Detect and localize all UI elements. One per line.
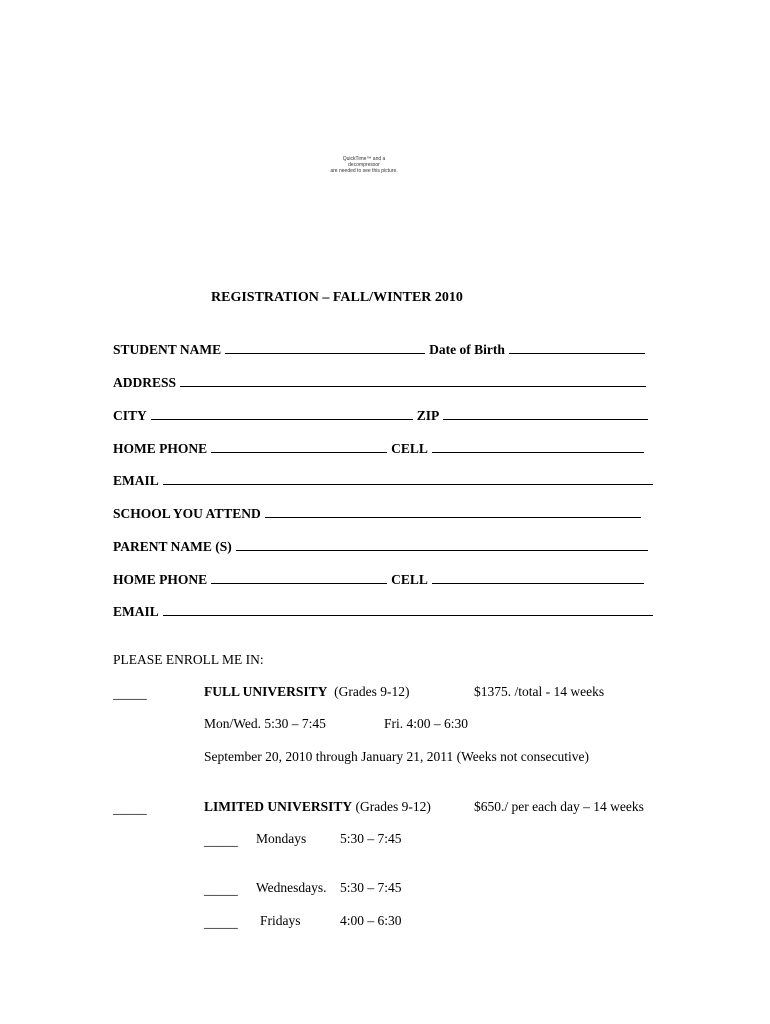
enroll-heading: PLEASE ENROLL ME IN: [113, 652, 264, 667]
limited-university-name: LIMITED UNIVERSITY [204, 799, 353, 814]
friday-checkbox[interactable]: _____ [204, 915, 238, 930]
date-of-birth-label: Date of Birth [429, 342, 505, 357]
parent-home-phone-blank[interactable] [211, 570, 387, 584]
parent-name-label: PARENT NAME (S) [113, 539, 232, 554]
zip-blank[interactable] [443, 406, 648, 420]
zip-label: ZIP [416, 408, 440, 423]
friday-time: 4:00 – 6:30 [340, 913, 402, 928]
email-row-2 [113, 602, 657, 621]
email-label: EMAIL [113, 473, 159, 488]
city-row [113, 406, 652, 425]
parent-email-blank[interactable] [163, 602, 653, 616]
school-blank[interactable] [265, 504, 641, 518]
cell-label: CELL [391, 441, 428, 456]
city-blank[interactable] [151, 406, 413, 420]
address-row [113, 373, 650, 392]
parent-name-row [113, 537, 652, 556]
city-label: CITY [113, 408, 147, 423]
quicktime-line-1: QuickTime™ and a [342, 156, 386, 162]
parent-name-blank[interactable] [236, 537, 648, 551]
full-university-checkbox[interactable]: _____ [113, 686, 147, 701]
student-name-blank[interactable] [225, 340, 425, 354]
full-university-price: $1375. /total - 14 weeks [474, 684, 605, 699]
monday-checkbox[interactable]: _____ [204, 833, 238, 848]
limited-university-price: $650./ per each day – 14 weeks [474, 799, 644, 814]
quicktime-placeholder [314, 156, 414, 174]
full-university-line [204, 684, 410, 700]
monday-label: Mondays [256, 831, 307, 846]
email-blank[interactable] [163, 471, 653, 485]
limited-university-line [204, 799, 431, 815]
parent-home-phone-label: HOME PHONE [113, 572, 208, 587]
monday-time: 5:30 – 7:45 [340, 831, 402, 846]
school-row [113, 504, 645, 523]
email-row-1 [113, 471, 657, 490]
student-name-row [113, 340, 649, 359]
limited-university-grades: (Grades 9-12) [355, 799, 431, 814]
home-phone-row-2 [113, 570, 648, 589]
full-university-name: FULL UNIVERSITY [204, 684, 328, 699]
home-phone-row-1 [113, 439, 648, 458]
parent-cell-blank[interactable] [432, 570, 644, 584]
wednesday-checkbox[interactable]: _____ [204, 882, 238, 897]
full-university-schedule-2: Fri. 4:00 – 6:30 [384, 716, 469, 731]
cell-blank[interactable] [432, 439, 644, 453]
page-title: REGISTRATION – FALL/WINTER 2010 [211, 290, 463, 305]
date-of-birth-blank[interactable] [509, 340, 645, 354]
friday-label: Fridays [260, 913, 301, 928]
home-phone-label: HOME PHONE [113, 441, 208, 456]
school-label: SCHOOL YOU ATTEND [113, 506, 261, 521]
parent-email-label: EMAIL [113, 604, 159, 619]
address-blank[interactable] [180, 373, 646, 387]
full-university-schedule-1: Mon/Wed. 5:30 – 7:45 [204, 716, 326, 731]
quicktime-line-2: decompressor [348, 162, 380, 168]
quicktime-line-3: are needed to see this picture. [330, 168, 398, 174]
student-name-label: STUDENT NAME [113, 342, 222, 357]
full-university-dates: September 20, 2010 through January 21, 2011 (Weeks not consecutive) [204, 749, 589, 764]
limited-university-checkbox[interactable]: _____ [113, 801, 147, 816]
full-university-grades: (Grades 9-12) [334, 684, 410, 699]
home-phone-blank[interactable] [211, 439, 387, 453]
wednesday-label: Wednesdays. [256, 880, 327, 895]
wednesday-time: 5:30 – 7:45 [340, 880, 402, 895]
parent-cell-label: CELL [391, 572, 428, 587]
address-label: ADDRESS [113, 375, 177, 390]
